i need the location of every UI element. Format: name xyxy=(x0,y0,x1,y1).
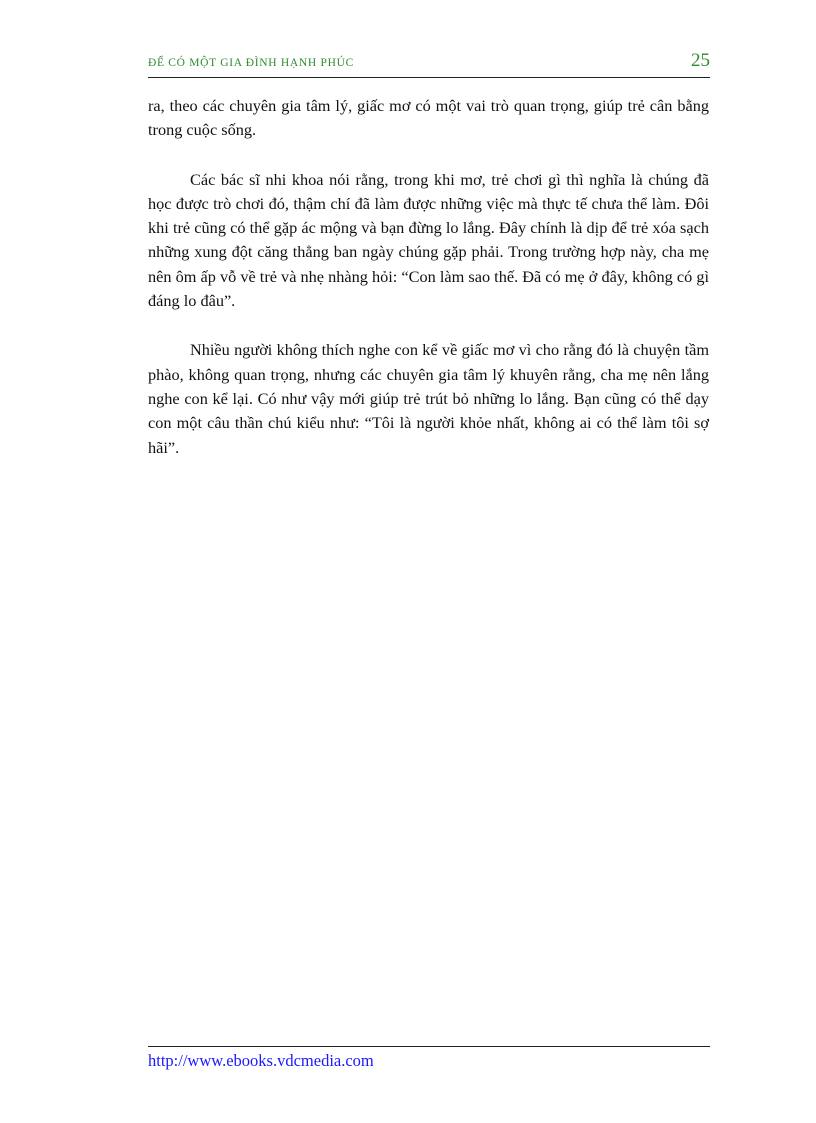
footer-website-link[interactable]: http://www.ebooks.vdcmedia.com xyxy=(148,1051,374,1070)
running-header xyxy=(148,50,710,78)
paragraph-2: Các bác sĩ nhi khoa nói rằng, trong khi mơ, trẻ chơi gì thì nghĩa là chúng đã học được trò chơi đó, thậm chí đã làm được những việc mà thực tế chưa thể làm. Đôi khi trẻ cũng có thể gặp ác mộng và bạn đừng lo lắng. Đây chính là dịp để trẻ xóa sạch những xung đột căng thẳng ban ngày chúng gặp phải. Trong trường hợp này, cha mẹ nên ôm ấp vỗ về trẻ và nhẹ nhàng hỏi: “Con làm sao thế. Đã có mẹ ở đây, không có gì đáng lo đâu”. xyxy=(148,169,709,311)
footer-divider xyxy=(148,1046,710,1047)
book-title: ĐỂ CÓ MỘT GIA ĐÌNH HẠNH PHÚC xyxy=(148,57,354,69)
header-divider xyxy=(148,77,710,78)
page-number: 25 xyxy=(691,50,710,71)
page-body xyxy=(148,94,709,460)
paragraph-1: ra, theo các chuyên gia tâm lý, giấc mơ có một vai trò quan trọng, giúp trẻ cân bằng trong cuộc sống. xyxy=(148,96,709,140)
paragraph-3: Nhiều người không thích nghe con kể về giấc mơ vì cho rằng đó là chuyện tầm phào, không quan trọng, nhưng các chuyên gia tâm lý khuyên rằng, cha mẹ nên lắng nghe con kể lại. Có như vậy mới giúp trẻ trút bỏ những lo lắng. Bạn cũng có thể dạy con một câu thần chú kiểu như: “Tôi là người khỏe nhất, không ai có thể làm tôi sợ hãi”. xyxy=(148,340,709,457)
